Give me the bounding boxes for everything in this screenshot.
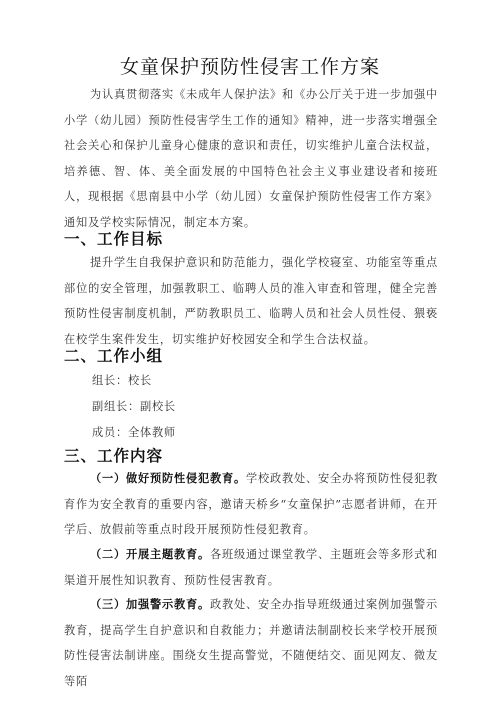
section-3-heading: 三、工作内容: [64, 447, 164, 465]
item-3-text: 政教处、安全办指导班级通过案例加强警示教育，提高学生自护意识和自救能力；并邀请法制副校长来学校开展预防性侵害法制讲座。围绕女生提高警觉，不随便结交、面见网友、微友等陌: [64, 598, 438, 688]
member-staff: 成员：全体教师: [92, 426, 176, 439]
section-2-heading: 二、工作小组: [64, 347, 164, 365]
member-deputy-leader: 副组长：副校长: [92, 400, 176, 413]
section-3-item-2: [64, 542, 438, 593]
intro-text: 为认真贯彻落实《未成年人保护法》和《办公厅关于进一步加强中小学（幼儿园）预防性侵害学生工作的通知》精神，进一步落实增强全社会关心和保护儿童身心健康的意识和责任，切实维护儿童合法权益，培养德、智、体、美全面发展的中国特色社会主义事业建设者和接班人，现根据《思南县中小学（幼儿园）女童保护预防性侵害工作方案》通知及学校实际情况，制定本方案。: [64, 88, 438, 229]
section-1-text: 提升学生自我保护意识和防范能力，强化学校寝室、功能室等重点部位的安全管理，加强教职工、临聘人员的准入审查和管理，健全完善预防性侵害制度机制，严防教职员工、临聘人员和社会人员性侵、猥亵在校学生案件发生，切实维护好校园安全和学生合法权益。: [64, 256, 438, 346]
item-1-text: 学校政教处、安全办将预防性侵犯教育作为安全教育的重要内容，邀请天桥乡“女童保护”志愿者讲师，在开学后、放假前等重点时段开展预防性侵犯教育。: [64, 472, 438, 536]
item-2-lead: （二）开展主题教育。: [90, 547, 211, 561]
intro-paragraph: [64, 82, 438, 235]
section-3-item-3: [64, 592, 438, 694]
section-1-heading: 一、工作目标: [64, 230, 164, 248]
item-2-text: 各班级通过课堂教学、主题班会等多形式和渠道开展性知识教育、预防性侵害教育。: [64, 548, 438, 587]
document-title: 女童保护预防性侵害工作方案: [119, 56, 380, 78]
item-1-lead: （一）做好预防性侵犯教育。: [90, 471, 247, 485]
section-1-paragraph: [64, 250, 438, 352]
item-3-lead: （三）加强警示教育。: [90, 597, 211, 611]
section-3-item-1: [64, 466, 438, 543]
member-leader: 组长：校长: [92, 374, 152, 387]
